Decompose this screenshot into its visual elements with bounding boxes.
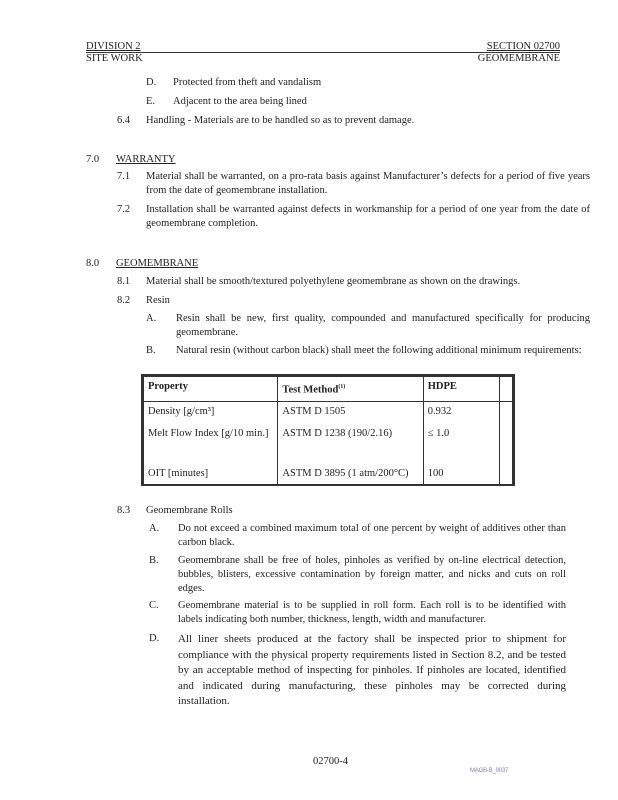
item-label: C. <box>149 600 159 611</box>
table-row <box>144 424 513 460</box>
section-number: 7.2 <box>117 204 131 215</box>
item-text: Protected from theft and vandalism <box>173 77 322 88</box>
header-section: SECTION 02700 <box>486 41 560 52</box>
header-site-work: SITE WORK <box>86 53 143 64</box>
section-text: Installation shall be warranted against defects in workmanship for a period of one year from the date of geomembrane completion. <box>146 204 590 229</box>
item-label: A. <box>149 523 160 534</box>
section-number: 8.2 <box>117 295 131 306</box>
item-text: Natural resin (without carbon black) shall meet the following additional minimum requirements: <box>176 345 582 356</box>
section-number: 7.0 <box>86 154 100 165</box>
section-number: 7.1 <box>117 171 131 182</box>
section-text: Material shall be smooth/textured polyethylene geomembrane as shown on the drawings. <box>146 276 521 287</box>
item-label: A. <box>146 313 157 324</box>
section-text: Geomembrane Rolls <box>146 505 233 516</box>
section-number: 6.4 <box>117 115 131 126</box>
cell: 100 <box>423 460 499 484</box>
section-title: WARRANTY <box>116 154 176 165</box>
cell: Density [g/cm³] <box>144 401 278 424</box>
cell: 0.932 <box>423 401 499 424</box>
item-label: B. <box>149 555 159 566</box>
section-text: Resin <box>146 295 170 306</box>
header-test-method: Test Method$^{(1)}$ <box>278 377 423 402</box>
section-number: 8.3 <box>117 505 131 516</box>
item-text: Geomembrane shall be free of holes, pinholes as verified by on-line electrical detection, bubbles, blisters, excessive contamination by foreign matter, and nicks and cuts on roll edges. <box>178 555 566 594</box>
table-header-row <box>144 377 513 402</box>
cell: ASTM D 3895 (1 atm/200°C) <box>278 460 423 484</box>
header-rule <box>86 52 560 53</box>
cell: OIT [minutes] <box>144 460 278 484</box>
item-text: All liner sheets produced at the factory shall be inspected prior to shipment for compliance with the physical property requirements listed in Section 8.2, and be tested by an acceptable method of inspecting for pinholes. If pinholes are located, identified and indicated during manufacturing, these pinholes may be corrected during installation. <box>178 633 566 707</box>
section-text: Handling - Materials are to be handled so as to prevent damage. <box>146 115 415 126</box>
header-division: DIVISION 2 <box>86 41 141 52</box>
item-label: D. <box>149 633 160 644</box>
item-text: Adjacent to the area being lined <box>173 96 307 107</box>
item-text: Do not exceed a combined maximum total of one percent by weight of additives other than carbon black. <box>178 523 566 548</box>
section-number: 8.0 <box>86 258 100 269</box>
cell: ASTM D 1238 (190/2.16) <box>278 424 423 460</box>
header-hdpe: HDPE <box>423 377 499 402</box>
header-geomembrane: GEOMEMBRANE <box>477 53 560 64</box>
item-label: E. <box>146 96 156 107</box>
cell: Melt Flow Index [g/10 min.] <box>144 424 278 460</box>
section-title: GEOMEMBRANE <box>116 258 199 269</box>
item-text: Resin shall be new, first quality, compounded and manufactured specifically for producing geomembrane. <box>176 313 590 338</box>
table-row <box>144 401 513 424</box>
section-number: 8.1 <box>117 276 131 287</box>
cell: ≤ 1.0 <box>423 424 499 460</box>
item-text: Geomembrane material is to be supplied in roll form. Each roll is to be identified with labels indicating both number, thickness, length, width and manufacturer. <box>178 600 566 625</box>
item-label: D. <box>146 77 157 88</box>
item-label: B. <box>146 345 156 356</box>
table-row <box>144 460 513 484</box>
cell: ASTM D 1505 <box>278 401 423 424</box>
section-text: Material shall be warranted, on a pro-rata basis against Manufacturer’s defects for a period of five years from the date of geomembrane installation. <box>146 171 590 196</box>
page-number: 02700-4 <box>313 756 348 767</box>
header-property: Property <box>144 377 278 402</box>
resin-properties-table <box>141 374 515 486</box>
scan-watermark: MAGB-B_0037 <box>470 768 509 774</box>
